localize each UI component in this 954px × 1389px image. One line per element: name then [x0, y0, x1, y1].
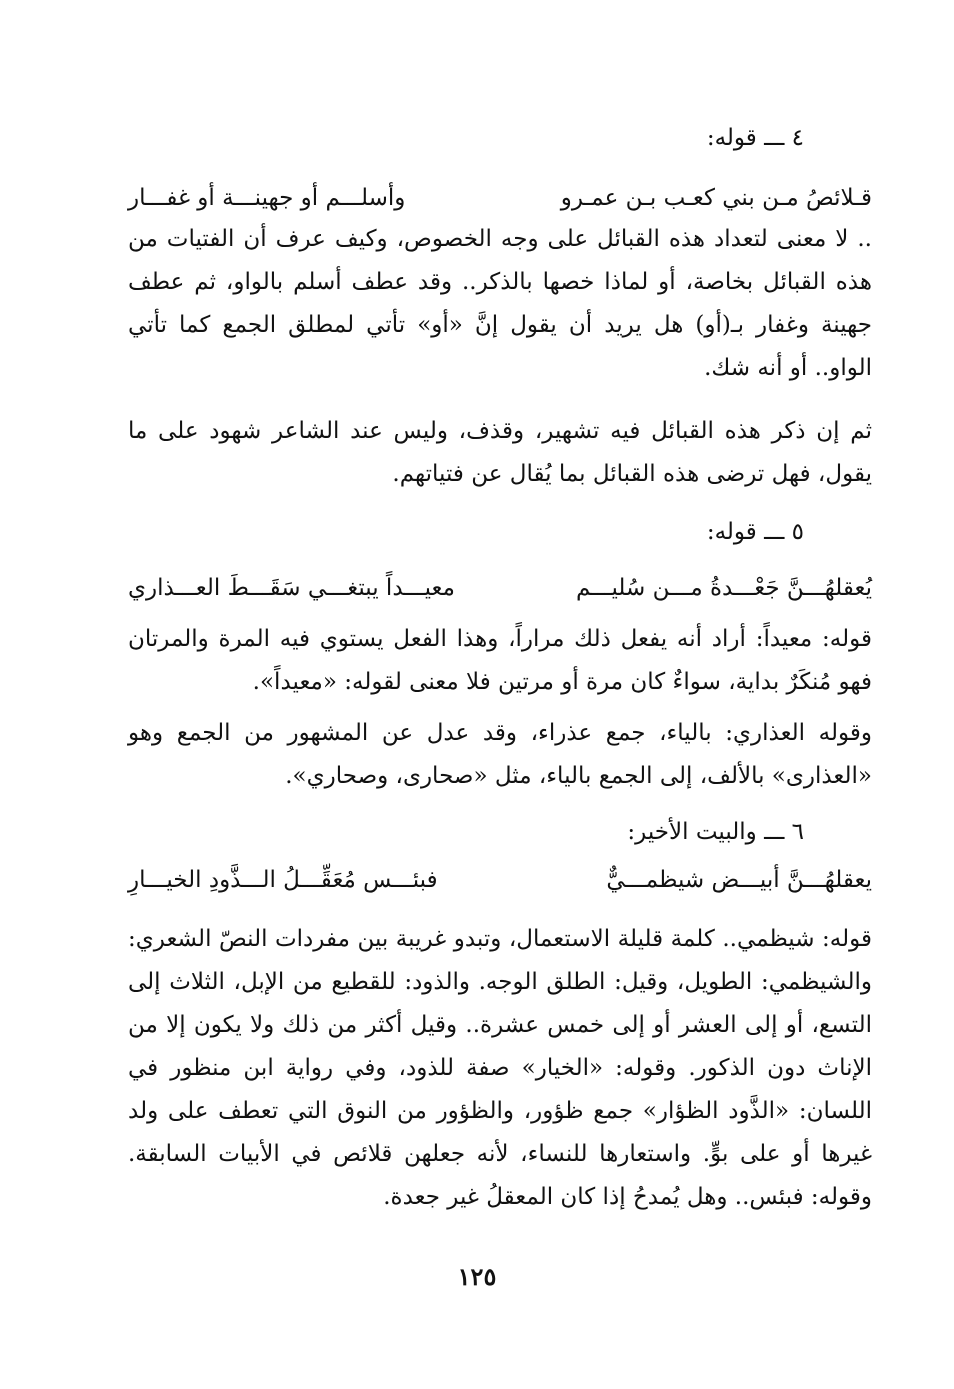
section-5-paragraph-1: قوله: معيداً: أراد أنه يفعل ذلك مراراً، وهذا الفعل يستوي فيه المرة والمرتان فهو مُنكَرٌ بداية، سواءٌ كان مرة أو مرتين فلا معنى لقوله: «معيداً». [128, 626, 872, 695]
section-4-paragraph-1: .. لا معنى لتعداد هذه القبائل على وجه الخصوص، وكيف عرف أن الفتيات من هذه القبائل بخاصة، أو لماذا خصها بالذكر.. وقد عطف أسلم بالواو، ثم عطف جهينة وغفار بـ(أو) هل يريد أن يقول إنَّ «أو» تأتي لمطلق الجمع كما تأتي الواو.. أو أنه شك. [128, 226, 872, 381]
section-6-verse [128, 858, 872, 902]
section-5-paragraph-2: وقوله العذاري: بالياء، جمع عذراء، وقد عدل عن المشهور من الجمع وهو «العذارى» بالألف، إلى الجمع بالياء، مثل «صحارى، وصحاري». [128, 720, 872, 789]
page-number: ١٢٥ [457, 1262, 497, 1291]
verse-second-hemistich: وأسلـــم أو جهينـــة أو غفـــار [128, 185, 406, 211]
section-5-verse [128, 566, 872, 610]
section-6-paragraph-1: قوله: شيظمي.. كلمة قليلة الاستعمال، وتبدو غريبة بين مفردات النصّ الشعري: والشيظمي: الطويل، وقيل: الطلق الوجه. والذود: للقطيع من الإبل، الثلاث إلى التسع، أو إلى العشر أو إلى خمس عشرة.. وقيل أكثر من ذلك ولا يكون إلا من الإناث دون الذكور. وقوله: «الخيار» صفة للذود، وفي رواية ابن منظور في اللسان: «الذَّود الظؤار» جمع ظؤور، والظؤور من النوق التي تعطف على ولد غيرها أو على بوٍّ. واستعارها للنساء، لأنه جعلهن قلائص في الأبيات السابقة. وقوله: فبئس.. وهل يُمدحُ إذا كان المعقلُ غير جعدة. [128, 926, 872, 1210]
verse-second-hemistich: معيـــداً يبتغـــي سَقَـــطَ العـــذاري [128, 575, 455, 601]
verse-first-hemistich: يعقلهُـــنَّ أبيـــض شيظمـــيٌّ [606, 867, 872, 893]
section-4-heading: ٤ ـــ قوله: [706, 125, 804, 151]
section-4-paragraph-2: ثم إن ذكر هذه القبائل فيه تشهير، وقذف، وليس عند الشاعر شهود على ما يقول، فهل ترضى هذه القبائل بما يُقال عن فتياتهم. [128, 418, 872, 487]
verse-second-hemistich: فبئـــس مُعَقِّـــلُ الـــذَّودِ الخيـــارِ [128, 867, 438, 893]
verse-first-hemistich: قـلائصُ مـن بني كعـب بـن عمـرو [560, 185, 872, 211]
section-4-verse [128, 176, 872, 220]
verse-first-hemistich: يُعقلهُـــنَّ جَعْـــدةُ مـــن سُليـــم [575, 575, 872, 601]
section-6-heading: ٦ ـــ والبيت الأخير: [627, 819, 804, 845]
section-5-heading: ٥ ـــ قوله: [706, 519, 804, 545]
